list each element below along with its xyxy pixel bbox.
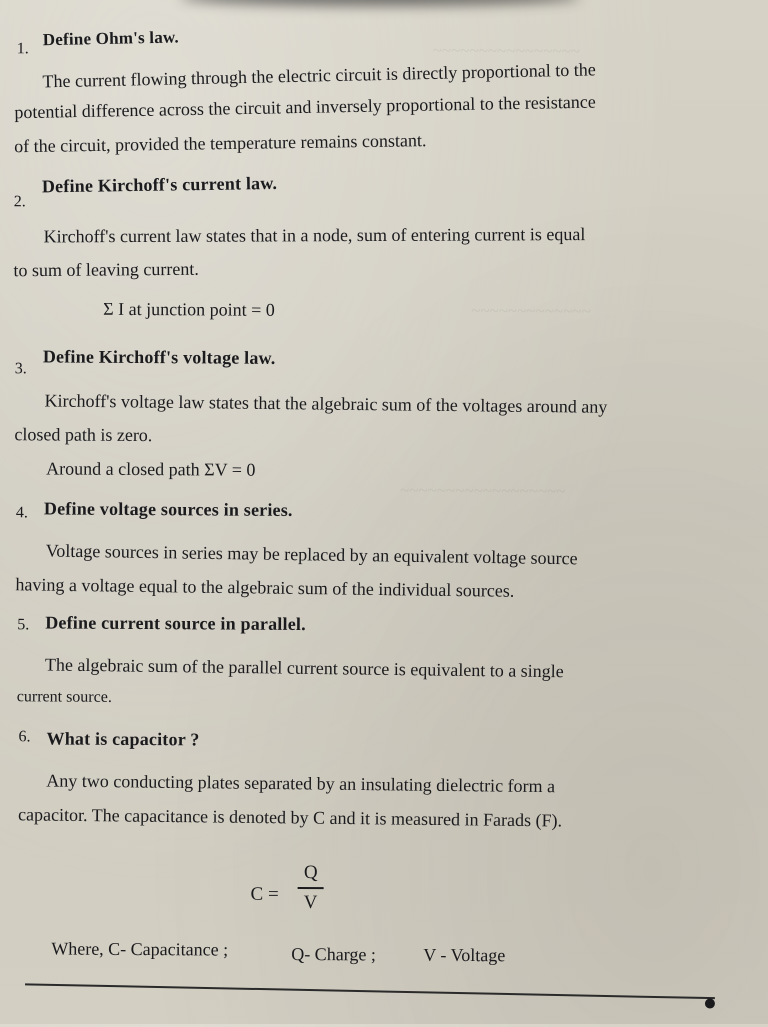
body-line: current source. [16, 688, 112, 706]
body-line: capacitor. The capacitance is denoted by C and it is measured in Farads (F). [17, 804, 563, 831]
body-line: Kirchoff's voltage law states that the algebraic sum of the voltages around any [44, 390, 608, 417]
section-heading: What is capacitor ? [46, 728, 200, 750]
bottom-rule-dot [705, 998, 715, 1008]
capacitance-fraction [297, 862, 323, 914]
body-line: potential difference across the circuit and inversely proportional to the resistance [14, 91, 596, 123]
bottom-rule [25, 983, 715, 999]
legend-voltage: V - Voltage [423, 944, 506, 966]
body-line: to sum of leaving current. [13, 258, 199, 281]
section-heading: Define Kirchoff's current law. [41, 172, 278, 197]
fraction-numerator: Q [303, 862, 318, 884]
bleed-through-texture: ~~~~~~~~~~~~~~~~~~ [400, 480, 566, 501]
section-number: 1. [16, 40, 29, 58]
body-line: of the circuit, provided the temperature remains constant. [13, 130, 427, 157]
section-number: 6. [18, 728, 31, 746]
body-line: having a voltage equal to the algebraic sum of the individual sources. [15, 574, 515, 601]
bleed-through-texture: ~~~~~~~~~~~~~ [471, 301, 591, 321]
formula-kvl: Around a closed path ΣV = 0 [46, 458, 256, 480]
body-line: closed path is zero. [14, 424, 153, 446]
formula-kcl: Σ I at junction point = 0 [103, 298, 275, 320]
section-heading: Define current source in parallel. [45, 612, 306, 635]
section-number: 2. [13, 193, 26, 211]
section-number: 4. [15, 504, 28, 522]
body-line: The algebraic sum of the parallel current source is equivalent to a single [44, 654, 564, 682]
section-number: 3. [14, 360, 27, 378]
body-line: Any two conducting plates separated by an insulating dielectric form a [46, 770, 556, 797]
legend-capacitance: Where, C- Capacitance ; [51, 938, 229, 960]
section-number: 5. [17, 616, 30, 634]
bleed-through-texture: ~~~~~~~~~~~~~~~~ [432, 40, 580, 61]
body-line: Voltage sources in series may be replaced by an equivalent voltage source [45, 540, 578, 569]
section-heading: Define Ohm's law. [42, 27, 180, 50]
body-line: The current flowing through the electric circuit is directly proportional to the [42, 59, 596, 92]
fraction-denominator: V [303, 891, 318, 913]
section-heading: Define Kirchoff's voltage law. [42, 346, 276, 368]
equation-lhs: C = [250, 883, 279, 905]
body-line: Kirchoff's current law states that in a node, sum of entering current is equal [43, 224, 586, 247]
fraction-bar [298, 887, 324, 889]
section-heading: Define voltage sources in series. [43, 498, 293, 520]
legend-charge: Q- Charge ; [291, 943, 376, 965]
